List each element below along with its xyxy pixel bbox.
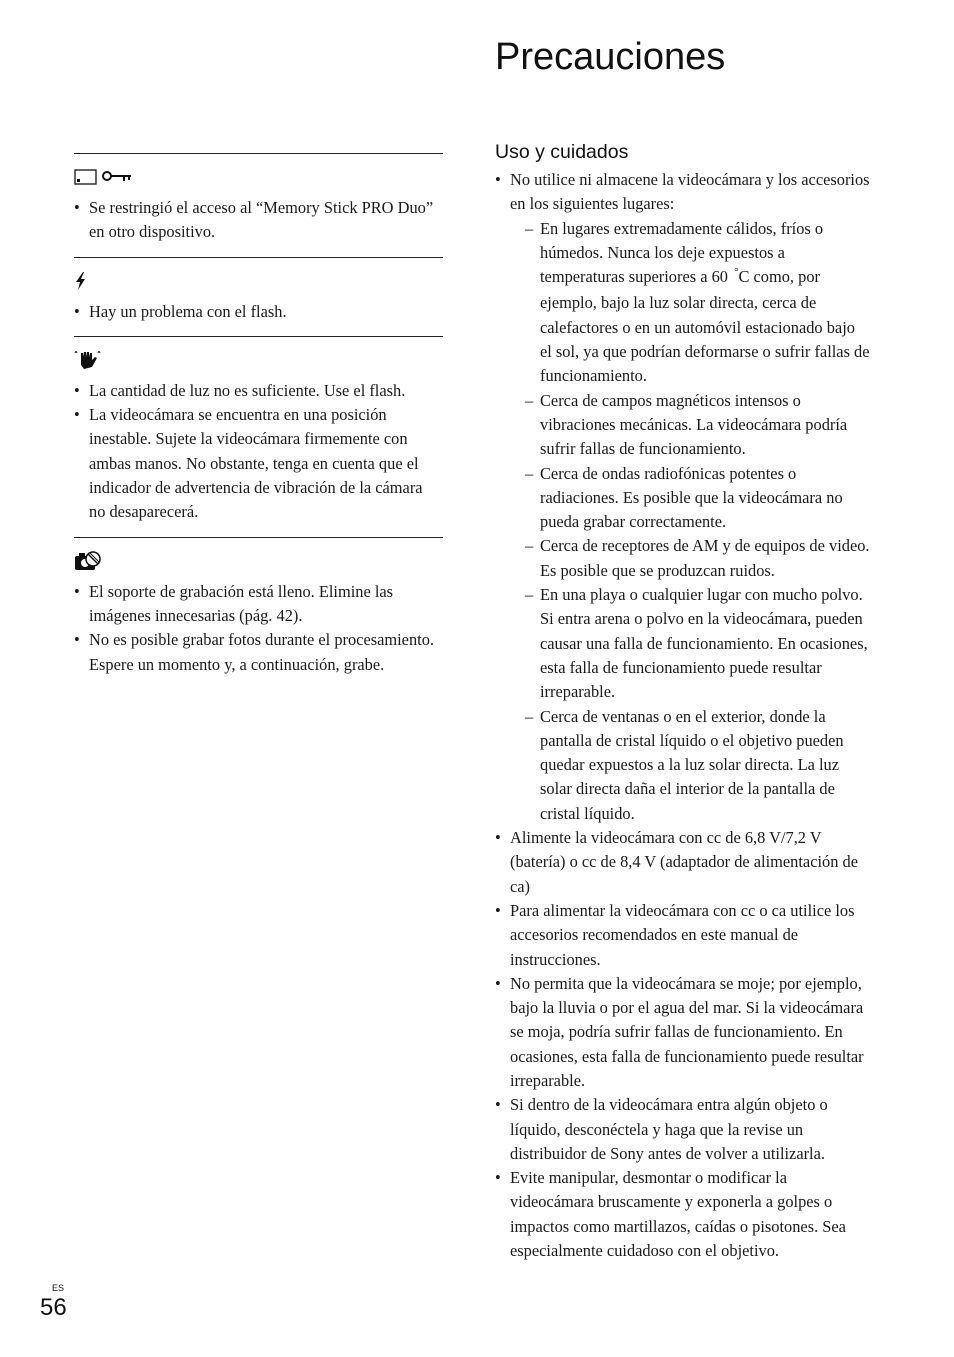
camera-shake-icon bbox=[74, 349, 102, 371]
warning-block-flash bbox=[74, 257, 443, 336]
sub-list-item: – Cerca de receptores de AM y de equipos de video. Es posible que se produzcan ruidos. bbox=[525, 534, 870, 583]
right-column bbox=[495, 141, 870, 1263]
list-item: • El soporte de grabación está lleno. Elimine las imágenes innecesarias (pág. 42). bbox=[74, 580, 443, 629]
list-item: • No es posible grabar fotos durante el procesamiento. Espere un momento y, a continuación, grabe. bbox=[74, 628, 443, 677]
intro-text: No utilice ni almacene la videocámara y los accesorios en los siguientes lugares: bbox=[510, 170, 870, 214]
photo-disabled-icon bbox=[74, 550, 102, 572]
list-item: • No permita que la videocámara se moje; por ejemplo, bajo la lluvia o por el agua del mar. Si la videocámara se moja, podría sufrir fallas de funcionamiento. En ocasiones, esta falla de funcionamiento puede resultar irreparable. bbox=[495, 972, 870, 1093]
section-heading: Uso y cuidados bbox=[495, 141, 629, 163]
list-item: • Si dentro de la videocámara entra algún objeto o líquido, desconéctela y haga que la revise un distribuidor de Sony antes de volver a utilizarla. bbox=[495, 1093, 870, 1166]
list-item bbox=[495, 168, 870, 826]
sub-list-item: – Cerca de campos magnéticos intensos o vibraciones mecánicas. La videocámara podría sufrir fallas de funcionamiento. bbox=[525, 389, 870, 462]
list-item: • Para alimentar la videocámara con cc o ca utilice los accesorios recomendados en este manual de instrucciones. bbox=[495, 899, 870, 972]
warning-block-camera-shake bbox=[74, 336, 443, 537]
memory-stick-lock-icon bbox=[74, 167, 134, 187]
sub-list-item: – Cerca de ventanas o en el exterior, donde la pantalla de cristal líquido o el objetivo pueden quedar expuestos a la luz solar directa. La luz solar directa daña el interior de la pantalla de cristal líquido. bbox=[525, 705, 870, 826]
list-item: • Alimente la videocámara con cc de 6,8 V/7,2 V (batería) o cc de 8,4 V (adaptador de alimentación de ca) bbox=[495, 826, 870, 899]
left-column bbox=[74, 153, 443, 689]
sub-list-item: – En una playa o cualquier lugar con mucho polvo. Si entra arena o polvo en la videocámara, pueden causar una falla de funcionamiento. En ocasiones, esta falla de funcionamiento puede resultar irreparable. bbox=[525, 583, 870, 704]
warning-block-photo bbox=[74, 537, 443, 689]
warning-block-memory-stick bbox=[74, 153, 443, 257]
list-item: • Se restringió el acceso al “Memory Stick PRO Duo” en otro dispositivo. bbox=[74, 196, 443, 245]
list-item: • Evite manipular, desmontar o modificar la videocámara bruscamente y exponerla a golpes o impactos como martillazos, caídas o pisotones. Sea especialmente cuidadoso con el objetivo. bbox=[495, 1166, 870, 1263]
list-item: • La cantidad de luz no es suficiente. Use el flash. bbox=[74, 379, 443, 403]
sub-list-item: – Cerca de ondas radiofónicas potentes o radiaciones. Es posible que la videocámara no pueda grabar correctamente. bbox=[525, 462, 870, 535]
flash-icon bbox=[74, 271, 88, 291]
list-item: • La videocámara se encuentra en una posición inestable. Sujete la videocámara firmemente con ambas manos. No obstante, tenga en cuenta que el indicador de advertencia de vibración de la cámara no desaparecerá. bbox=[74, 403, 443, 524]
list-item: • Hay un problema con el flash. bbox=[74, 300, 443, 324]
sub-list-item: – En lugares extremadamente cálidos, fríos o húmedos. Nunca los deje expuestos a temperaturas superiores a 60 °C como, por ejemplo, bajo la luz solar directa, cerca de calefactores o en un automóvil estacionado bajo el sol, ya que podrían deformarse o sufrir fallas de funcionamiento. bbox=[525, 217, 870, 389]
language-code: ES bbox=[52, 1283, 65, 1293]
sub-list bbox=[510, 217, 870, 826]
page-title: Precauciones bbox=[495, 36, 726, 78]
page-number: 56 bbox=[40, 1294, 67, 1321]
